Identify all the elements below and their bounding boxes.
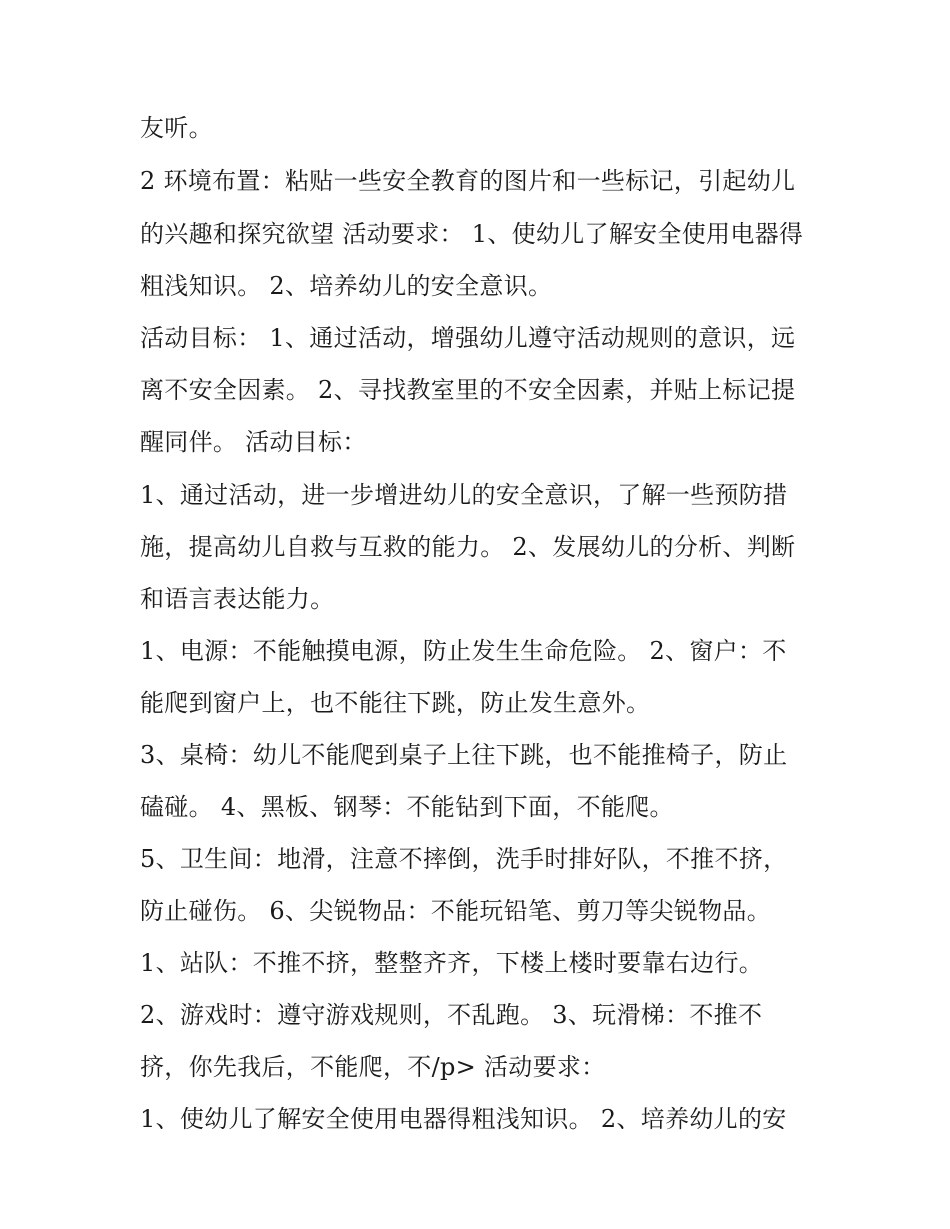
text-line: 3、桌椅：幼儿不能爬到桌子上往下跳，也不能推椅子，防止: [140, 741, 788, 769]
text-line: 施，提高幼儿自救与互救的能力。 2、发展幼儿的分析、判断: [140, 533, 796, 561]
text-line: 1、电源：不能触摸电源，防止发生生命危险。 2、窗户：不: [140, 637, 787, 665]
text-line: 友听。: [140, 114, 213, 142]
text-line: 磕碰。 4、黑板、钢琴：不能钻到下面，不能爬。: [140, 793, 674, 821]
text-line: 的兴趣和探究欲望 活动要求： 1、使幼儿了解安全使用电器得: [140, 220, 804, 248]
text-line: 5、卫生间：地滑，注意不摔倒，洗手时排好队，不推不挤，: [140, 845, 788, 873]
text-line: 1、通过活动，进一步增进幼儿的安全意识，了解一些预防措: [140, 481, 788, 509]
text-line: 1、站队：不推不挤，整整齐齐，下楼上楼时要靠右边行。: [140, 949, 764, 977]
text-line: 1、使幼儿了解安全使用电器得粗浅知识。 2、培养幼儿的安: [140, 1105, 787, 1133]
text-line: 醒同伴。 活动目标：: [140, 428, 367, 456]
text-line: 离不安全因素。 2、寻找教室里的不安全因素，并贴上标记提: [140, 376, 796, 404]
text-line: 防止碰伤。 6、尖锐物品：不能玩铅笔、剪刀等尖锐物品。: [140, 897, 771, 925]
text-line: 2 环境布置：粘贴一些安全教育的图片和一些标记，引起幼儿: [140, 167, 796, 195]
text-line: 粗浅知识。 2、培养幼儿的安全意识。: [140, 272, 553, 300]
text-line: 2、游戏时：遵守游戏规则，不乱跑。 3、玩滑梯：不推不: [140, 1001, 763, 1029]
text-line: 能爬到窗户上，也不能往下跳，防止发生意外。: [140, 689, 651, 717]
text-line: 和语言表达能力。: [140, 585, 335, 613]
text-line: 挤，你先我后，不能爬，不/p> 活动要求：: [140, 1053, 606, 1081]
text-line: 活动目标： 1、通过活动，增强幼儿遵守活动规则的意识，远: [140, 324, 796, 352]
